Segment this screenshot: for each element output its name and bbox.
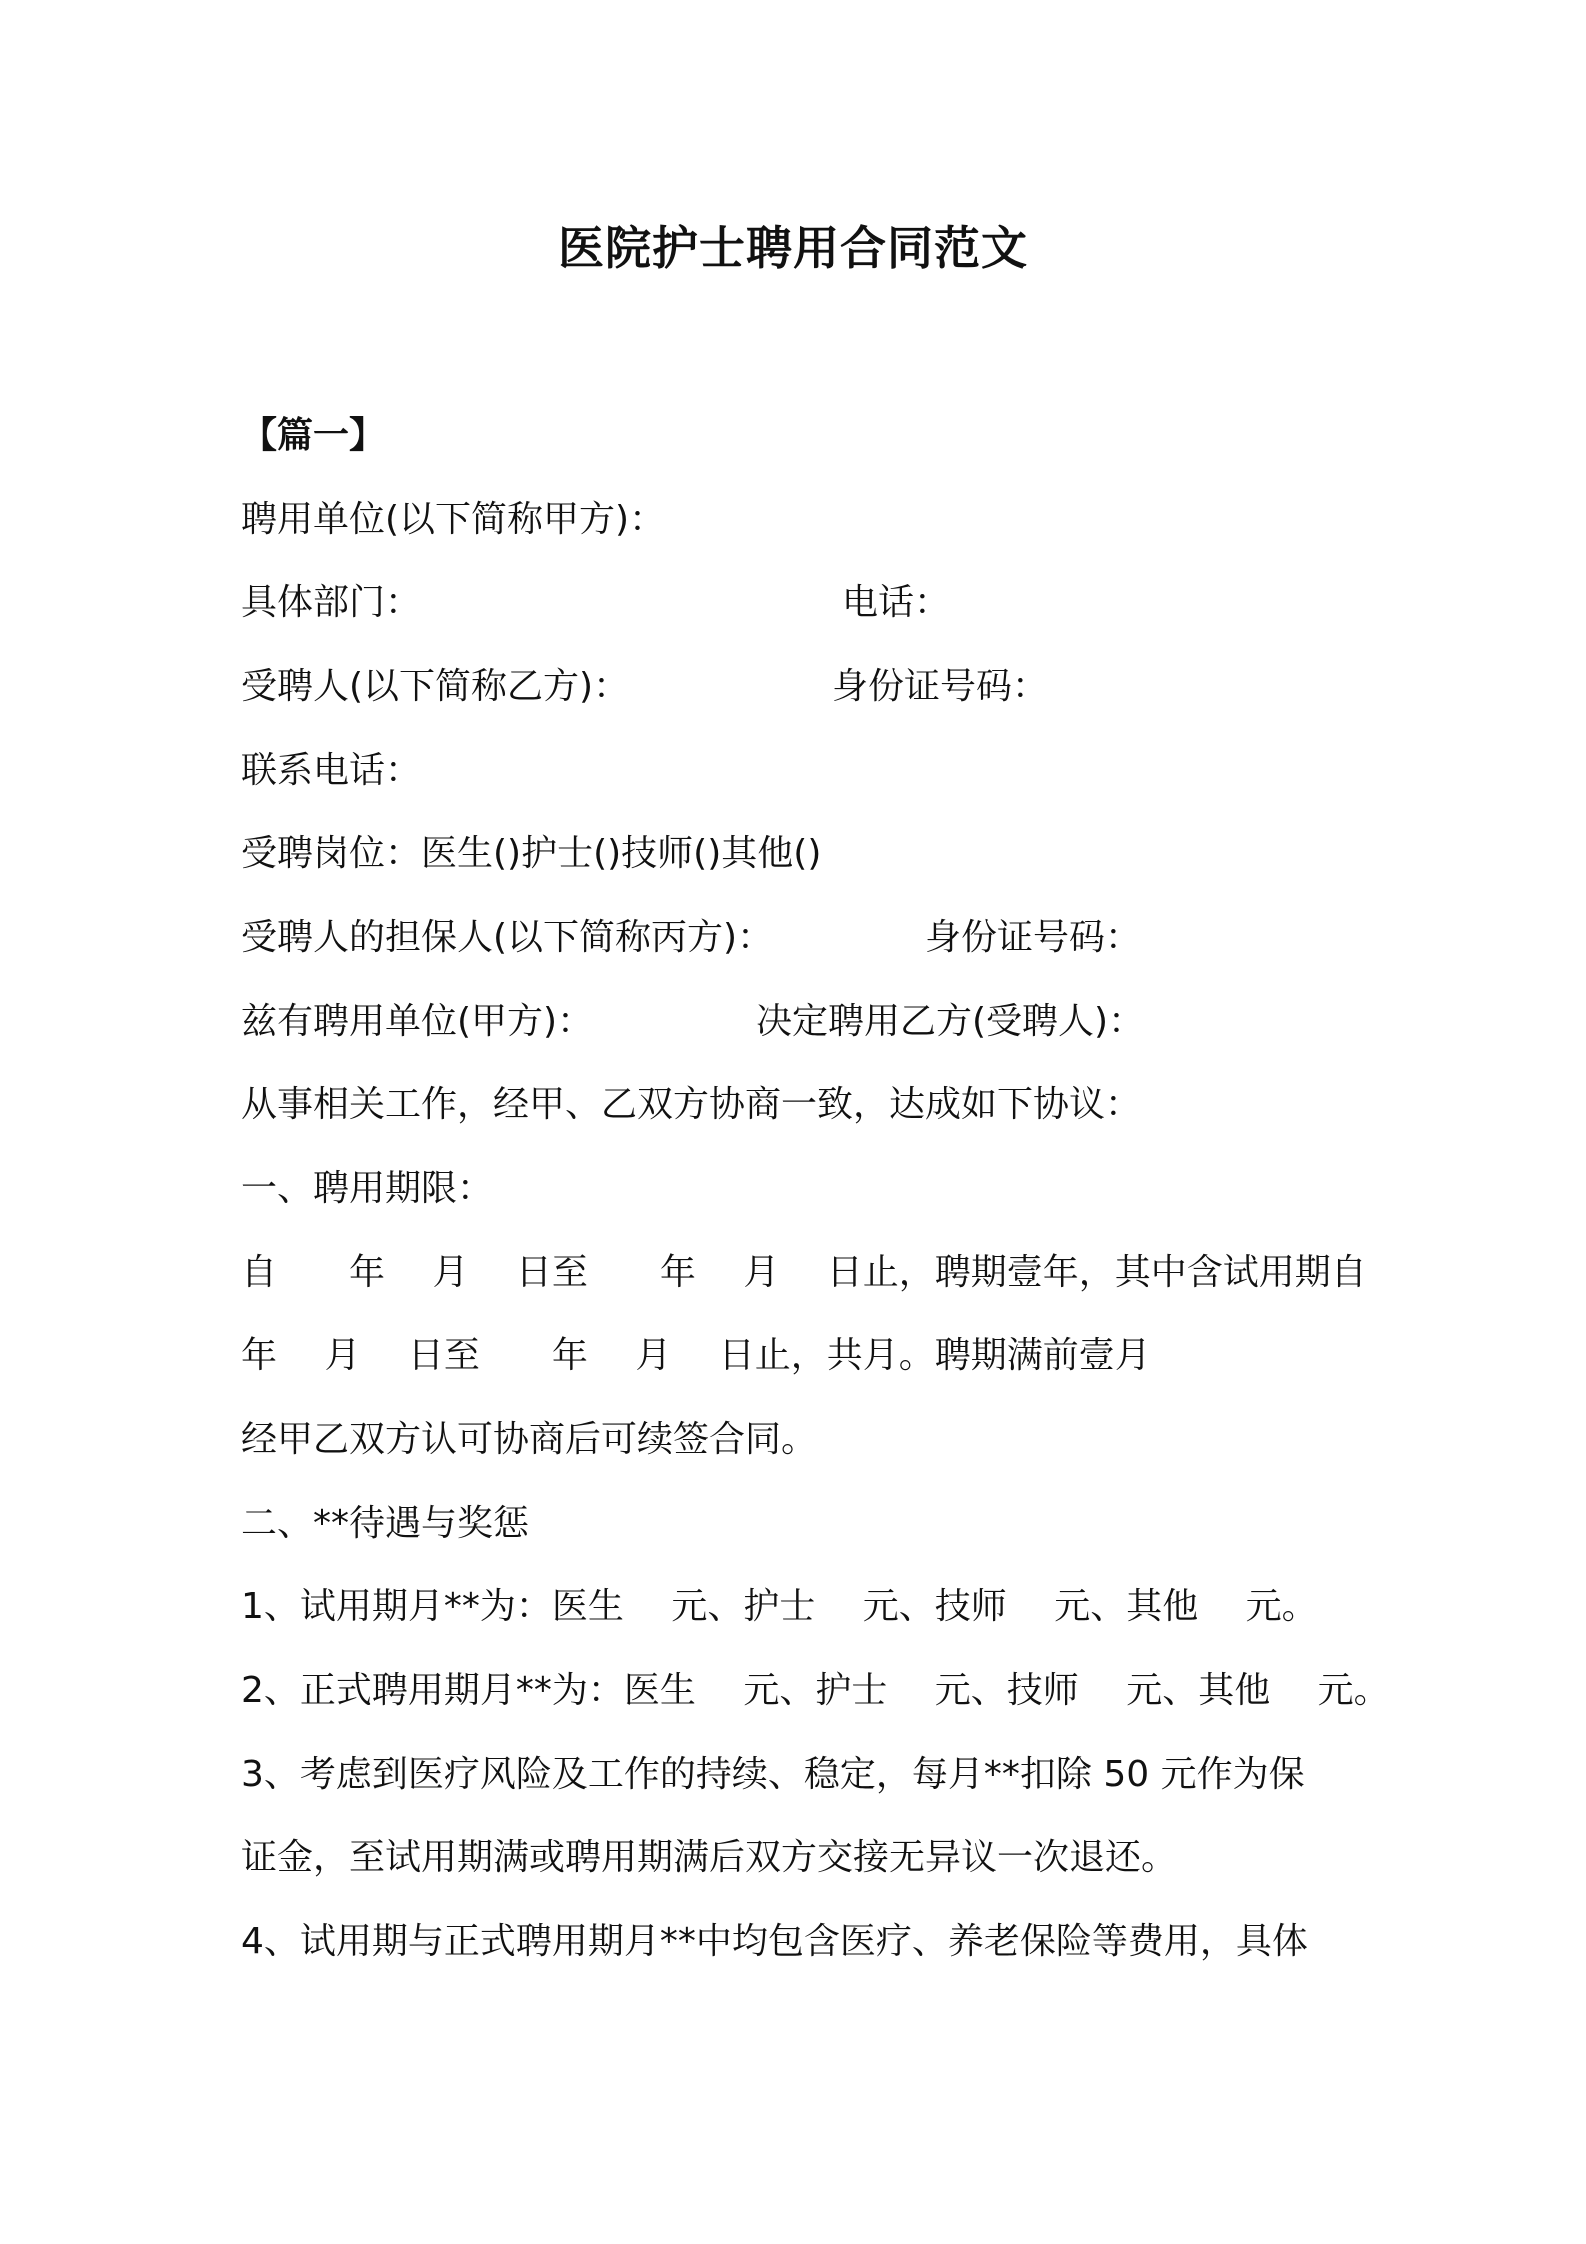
employer-line: 聘用单位(以下简称甲方)： bbox=[241, 499, 666, 540]
employee-label: 受聘人(以下简称乙方)： bbox=[241, 666, 630, 707]
decision-right: 决定聘用乙方(受聘人)： bbox=[756, 1001, 1145, 1042]
employee-row bbox=[241, 657, 1341, 717]
agreement-line: 从事相关工作，经甲、乙双方协商一致，达成如下协议： bbox=[241, 1084, 1142, 1125]
guarantor-id-label: 身份证号码： bbox=[925, 917, 1142, 958]
position-line: 受聘岗位：医生()护士()技师()其他() bbox=[241, 833, 822, 874]
section-label: 【篇一】 bbox=[241, 415, 386, 456]
phone-label: 电话： bbox=[842, 582, 951, 623]
pay-item-2: 2、正式聘用期月**为：医生 元、护士 元、技师 元、其他 元。 bbox=[241, 1670, 1390, 1711]
decision-row bbox=[241, 992, 1341, 1052]
document-title: 医院护士聘用合同范文 bbox=[558, 221, 1028, 275]
pay-item-3a: 3、考虑到医疗风险及工作的持续、稳定，每月**扣除 50 元作为保 bbox=[241, 1754, 1305, 1795]
employee-id-label: 身份证号码： bbox=[832, 666, 1049, 707]
term-line-2: 年 月 日至 年 月 日止，共月。聘期满前壹月 bbox=[241, 1335, 1151, 1376]
contact-phone-line: 联系电话： bbox=[241, 750, 422, 791]
pay-item-1: 1、试用期月**为：医生 元、护士 元、技师 元、其他 元。 bbox=[241, 1586, 1318, 1627]
guarantor-row bbox=[241, 908, 1341, 968]
term-line-3: 经甲乙双方认可协商后可续签合同。 bbox=[241, 1419, 818, 1460]
pay-item-4: 4、试用期与正式聘用期月**中均包含医疗、养老保险等费用，具体 bbox=[241, 1921, 1308, 1962]
department-phone-row bbox=[241, 573, 1341, 633]
term-heading: 一、聘用期限： bbox=[241, 1168, 494, 1209]
department-label: 具体部门： bbox=[241, 582, 422, 623]
decision-left: 兹有聘用单位(甲方)： bbox=[241, 1001, 594, 1042]
guarantor-label: 受聘人的担保人(以下简称丙方)： bbox=[241, 917, 774, 958]
pay-item-3b: 证金，至试用期满或聘用期满后双方交接无异议一次退还。 bbox=[241, 1837, 1178, 1878]
pay-heading: 二、**待遇与奖惩 bbox=[241, 1503, 530, 1544]
term-line-1: 自 年 月 日至 年 月 日止，聘期壹年，其中含试用期自 bbox=[241, 1252, 1367, 1293]
